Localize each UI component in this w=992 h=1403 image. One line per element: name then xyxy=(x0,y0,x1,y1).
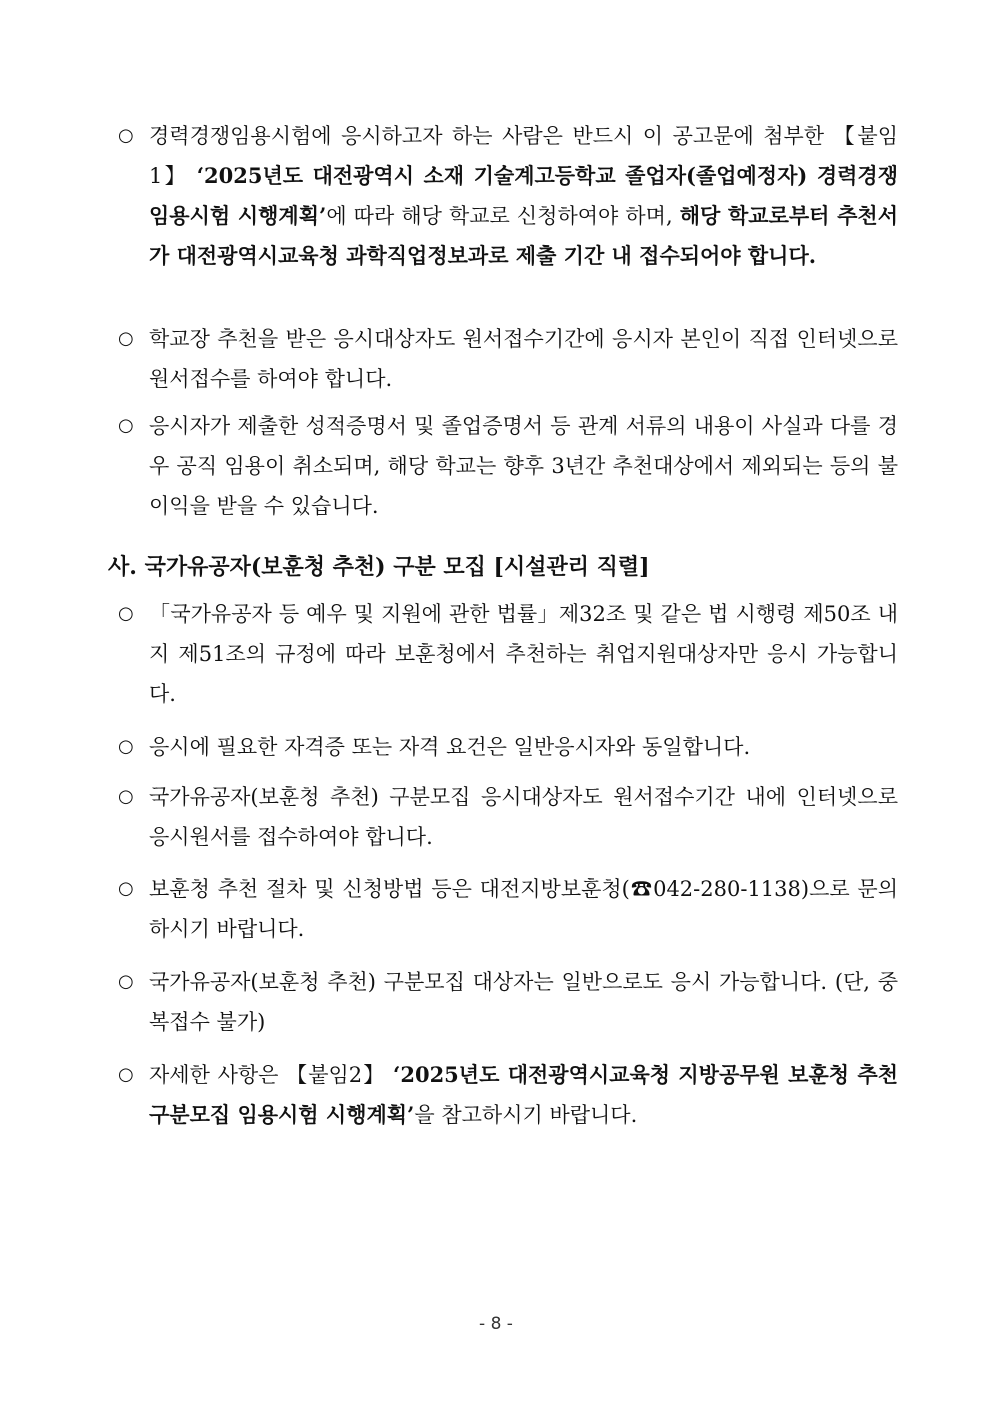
item-text: 학교장 추천을 받은 응시대상자도 원서접수기간에 응시자 본인이 직접 인터넷으로 원서접수를 하여야 합니다. xyxy=(149,327,898,391)
circle-bullet-icon: ○ xyxy=(118,786,134,807)
text-run: 을 참고하시기 바랍니다. xyxy=(414,1103,638,1127)
text-run: 에 따라 해당 학교로 신청하여야 하며, xyxy=(326,204,680,228)
page-number: - 8 - xyxy=(479,1314,513,1334)
item-text: 국가유공자(보훈청 추천) 구분모집 응시대상자도 원서접수기간 내에 인터넷으로 응시원서를 접수하여야 합니다. xyxy=(149,785,898,849)
text-run: 경력경쟁임용시험에 응시하고자 하는 사람은 반드시 이 공고문에 첨부한 【붙임1】 xyxy=(149,124,898,188)
attachment-title: ‘2025년도 대전광역시 소재 기술계고등학교 졸업자(졸업예정자) 경력경쟁 임용시험 시행계획’ xyxy=(149,163,898,228)
section-heading: 사. 국가유공자(보훈청 추천) 구분 모집 [시설관리 직렬] xyxy=(108,554,650,580)
item-text xyxy=(118,1055,898,1135)
circle-bullet-icon: ○ xyxy=(118,736,134,757)
circle-bullet-icon: ○ xyxy=(118,603,134,624)
item-text: 응시자가 제출한 성적증명서 및 졸업증명서 등 관계 서류의 내용이 사실과 다를 경우 공직 임용이 취소되며, 해당 학교는 향후 3년간 추천대상에서 제외되는 등의 불이익을 받을 수 있습니다. xyxy=(149,414,898,518)
item-text: 국가유공자(보훈청 추천) 구분모집 대상자는 일반으로도 응시 가능합니다. (단, 중복접수 불가) xyxy=(149,970,898,1034)
list-item xyxy=(118,406,898,526)
circle-bullet-icon: ○ xyxy=(118,971,134,992)
circle-bullet-icon: ○ xyxy=(118,878,134,899)
list-item xyxy=(118,1055,898,1135)
list-item xyxy=(118,962,898,1042)
list-item xyxy=(118,116,898,276)
circle-bullet-icon: ○ xyxy=(118,1064,134,1085)
circle-bullet-icon: ○ xyxy=(118,125,134,146)
item-text: 보훈청 추천 절차 및 신청방법 등은 대전지방보훈청(☎042-280-1138)으로 문의하시기 바랍니다. xyxy=(149,877,898,941)
circle-bullet-icon: ○ xyxy=(118,415,134,436)
attachment-title: ‘2025년도 대전광역시교육청 지방공무원 보훈청 추천 구분모집 임용시험 시행계획’ xyxy=(149,1062,898,1127)
circle-bullet-icon: ○ xyxy=(118,328,134,349)
list-item xyxy=(118,727,898,767)
list-item xyxy=(118,319,898,399)
item-text: 응시에 필요한 자격증 또는 자격 요건은 일반응시자와 동일합니다. xyxy=(149,735,751,759)
list-item xyxy=(118,594,898,714)
item-text: 「국가유공자 등 예우 및 지원에 관한 법률」제32조 및 같은 법 시행령 제50조 내지 제51조의 규정에 따라 보훈청에서 추천하는 취업지원대상자만 응시 가능합니다. xyxy=(149,602,898,706)
list-item xyxy=(118,869,898,949)
text-run: 자세한 사항은 【붙임2】 xyxy=(149,1063,394,1087)
item-text xyxy=(118,116,898,276)
emphasis-text: 해당 학교로부터 추천서가 대전광역시교육청 과학직업정보과로 제출 기간 내 접수되어야 합니다. xyxy=(149,203,898,268)
list-item xyxy=(118,777,898,857)
